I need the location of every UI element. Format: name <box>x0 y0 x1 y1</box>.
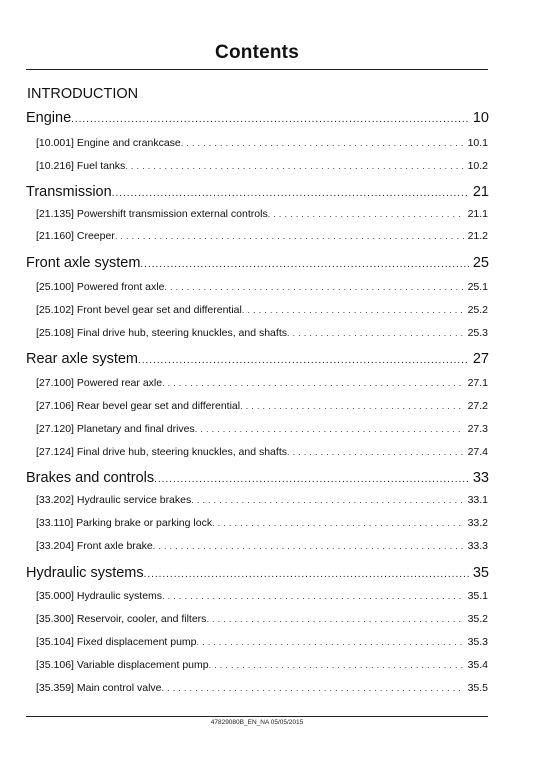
item-label: [10.001] Engine and crankcase <box>36 137 181 149</box>
dot-leader <box>71 114 469 125</box>
item-label: [25.100] Powered front axle <box>36 281 165 293</box>
item-label: [27.120] Planetary and final drives <box>36 423 195 435</box>
item-page: 25.1 <box>467 281 488 293</box>
section-page: 27 <box>472 351 489 367</box>
footer-rule <box>26 716 488 717</box>
section-label: Brakes and controls <box>26 470 155 486</box>
dot-leader <box>287 447 464 457</box>
toc-item[interactable] <box>36 517 488 531</box>
item-page: 35.1 <box>467 590 488 602</box>
toc-item[interactable] <box>36 377 488 391</box>
dot-leader <box>162 683 464 693</box>
dot-leader <box>140 259 468 270</box>
dot-leader <box>197 637 464 647</box>
item-page: 35.3 <box>467 636 488 648</box>
item-label: [25.108] Final drive hub, steering knuckles, and shafts <box>36 327 287 339</box>
item-label: [10.216] Fuel tanks <box>36 160 126 172</box>
toc-item[interactable] <box>36 659 488 673</box>
item-page: 21.2 <box>467 230 488 242</box>
section-label: Rear axle system <box>26 351 139 367</box>
section-page: 35 <box>472 565 489 581</box>
item-page: 21.1 <box>467 208 488 220</box>
item-label: [27.106] Rear bevel gear set and differential <box>36 400 241 412</box>
toc-section-front-axle[interactable] <box>26 255 489 275</box>
toc-item[interactable] <box>36 636 488 650</box>
section-page: 10 <box>472 110 489 126</box>
dot-leader <box>206 614 463 624</box>
section-label: Front axle system <box>26 255 141 271</box>
toc-section-transmission[interactable] <box>26 184 489 204</box>
toc-item[interactable] <box>36 423 488 437</box>
toc-item[interactable] <box>36 613 488 627</box>
intro-heading: INTRODUCTION <box>27 86 139 102</box>
item-label: [33.110] Parking brake or parking lock <box>36 517 213 529</box>
item-page: 35.2 <box>467 613 488 625</box>
dot-leader <box>181 138 464 148</box>
dot-leader <box>138 355 469 366</box>
toc-item[interactable] <box>36 160 488 174</box>
toc-item[interactable] <box>36 304 488 318</box>
item-page: 27.4 <box>467 446 488 458</box>
toc-item[interactable] <box>36 590 488 604</box>
dot-leader <box>191 495 463 505</box>
item-label: [25.102] Front bevel gear set and differential <box>36 304 242 316</box>
item-page: 33.2 <box>467 517 488 529</box>
toc-section-hydraulic[interactable] <box>26 565 489 585</box>
item-page: 33.3 <box>467 540 488 552</box>
toc-item[interactable] <box>36 494 488 508</box>
item-page: 10.2 <box>467 160 488 172</box>
item-label: [35.104] Fixed displacement pump <box>36 636 197 648</box>
section-page: 33 <box>472 470 489 486</box>
toc-item[interactable] <box>36 281 488 295</box>
item-page: 10.1 <box>467 137 488 149</box>
item-page: 35.4 <box>467 659 488 671</box>
section-page: 25 <box>472 255 489 271</box>
item-page: 25.2 <box>467 304 488 316</box>
item-label: [35.000] Hydraulic systems <box>36 590 163 602</box>
dot-leader <box>240 401 463 411</box>
dot-leader <box>287 328 464 338</box>
dot-leader <box>212 518 463 528</box>
item-label: [35.106] Variable displacement pump <box>36 659 209 671</box>
dot-leader <box>164 282 463 292</box>
toc-item[interactable] <box>36 682 488 696</box>
item-page: 35.5 <box>467 682 488 694</box>
footer-doc-id: 47829080B_EN_NA 05/05/2015 <box>210 719 304 726</box>
dot-leader <box>125 161 463 171</box>
section-label: Transmission <box>26 184 112 200</box>
item-page: 27.3 <box>467 423 488 435</box>
toc-item[interactable] <box>36 540 488 554</box>
section-label: Hydraulic systems <box>26 565 144 581</box>
toc-item[interactable] <box>36 446 488 460</box>
item-label: [35.300] Reservoir, cooler, and filters <box>36 613 207 625</box>
dot-leader <box>195 424 464 434</box>
dot-leader <box>153 541 464 551</box>
toc-item[interactable] <box>36 230 488 244</box>
dot-leader <box>112 188 469 199</box>
toc-item[interactable] <box>36 137 488 151</box>
item-page: 33.1 <box>467 494 488 506</box>
item-page: 25.3 <box>467 327 488 339</box>
section-label: Engine <box>26 110 72 126</box>
item-label: [27.100] Powered rear axle <box>36 377 163 389</box>
item-label: [21.135] Powershift transmission external controls <box>36 208 268 220</box>
page-title: Contents <box>215 42 299 63</box>
dot-leader <box>154 474 469 485</box>
toc-section-rear-axle[interactable] <box>26 351 489 371</box>
dot-leader <box>144 569 469 580</box>
toc-section-engine[interactable] <box>26 110 489 130</box>
item-label: [35.359] Main control valve <box>36 682 162 694</box>
toc-item[interactable] <box>36 400 488 414</box>
dot-leader <box>162 591 464 601</box>
toc-item[interactable] <box>36 208 488 222</box>
section-page: 21 <box>472 184 489 200</box>
dot-leader <box>209 660 464 670</box>
item-page: 27.1 <box>467 377 488 389</box>
header-rule <box>26 69 488 70</box>
toc-item[interactable] <box>36 327 488 341</box>
item-label: [21.160] Creeper <box>36 230 115 242</box>
dot-leader <box>242 305 464 315</box>
item-label: [27.124] Final drive hub, steering knuckles, and shafts <box>36 446 287 458</box>
item-label: [33.202] Hydraulic service brakes <box>36 494 192 506</box>
item-label: [33.204] Front axle brake <box>36 540 153 552</box>
dot-leader <box>115 231 464 241</box>
dot-leader <box>268 209 464 219</box>
toc-section-brakes[interactable] <box>26 470 489 490</box>
dot-leader <box>162 378 463 388</box>
item-page: 27.2 <box>467 400 488 412</box>
